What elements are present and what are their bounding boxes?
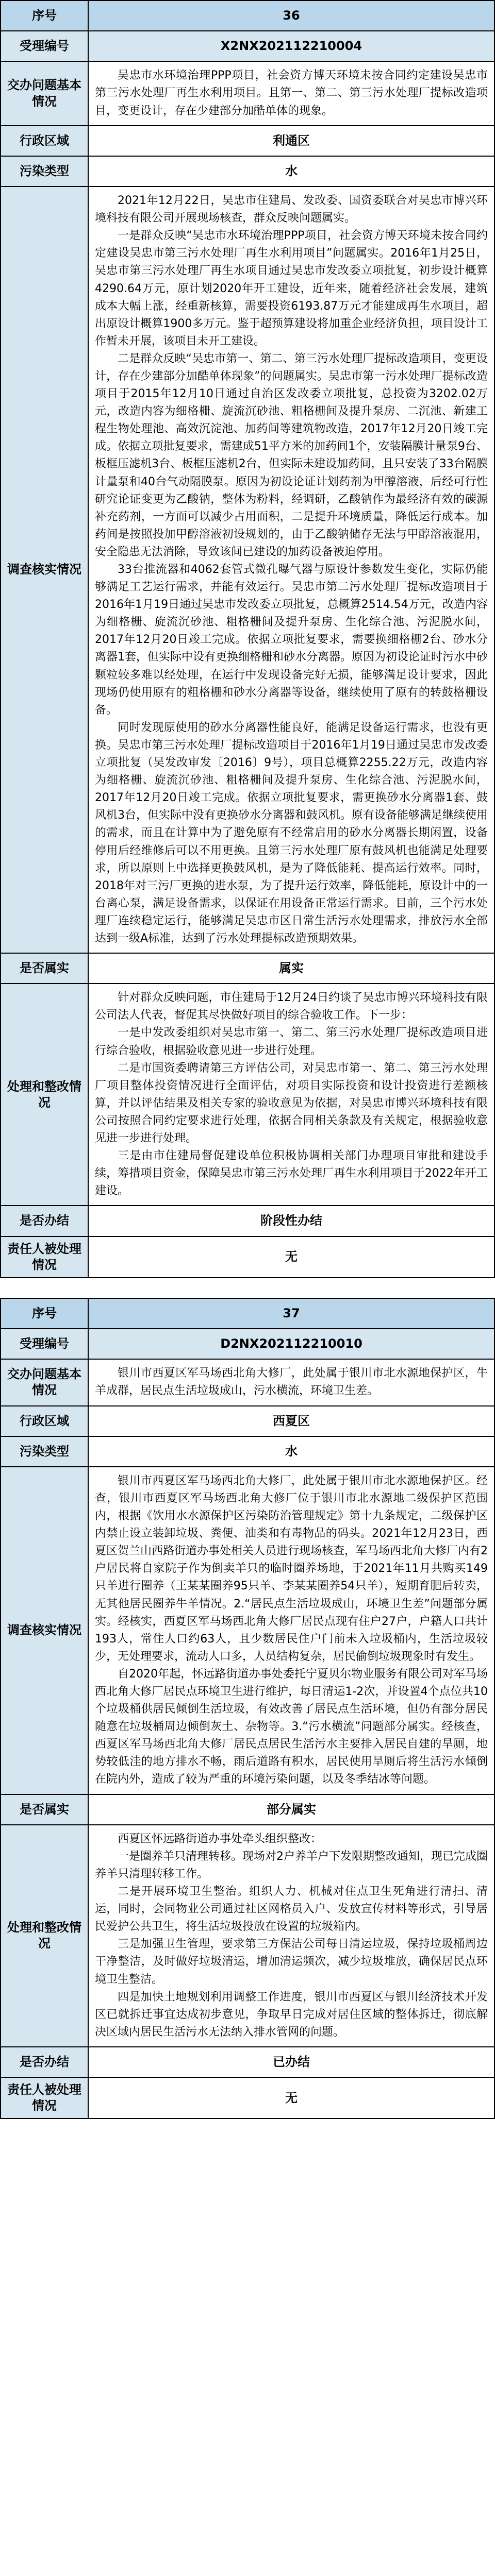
handling-paragraph: 二是市国资委聘请第三方评估公司，对吴忠市第一、第二、第三污水处理厂项目整体投资情况进行全面评估，对项目实际投资和设计投资进行差额核算，并以评估结果及相关专家的验收意见为依据，对吴忠市博兴环境科技有限公司按照合同约定要求进行处理，依据合同相关条款及有关规定，根据验收意见进一步进行处理。	[95, 1061, 488, 1145]
row-issue	[1, 1359, 494, 1405]
value-substantiated: 属实	[88, 953, 494, 984]
row-closed	[1, 2047, 494, 2077]
investigation-paragraph: 一是群众反映“吴忠市水环境治理PPP项目，社会资方博天环境未按合同约定建设吴忠市第三污水处理厂再生水利用项目”问题属实。2016年1月25日，吴忠市第三污水处理厂再生水项目通过吴忠市发改委立项批复，初步设计概算4290.64万元，原计划2020年开工建设，近年来，随着经济社会发展，建筑成本大幅上涨，经重新核算，需要投资6193.87万元才能建成再生水项目，超出原设计概算1900多万元。鉴于超预算建设将加重企业经济负担，项目设计工作暂未开展，该项目未开工建设。	[95, 229, 488, 348]
label-pollution-type: 污染类型	[1, 156, 88, 187]
label-issue: 交办问题基本情况	[1, 61, 88, 125]
label-accountability: 责任人被处理情况	[1, 2077, 88, 2119]
value-closed: 阶段性办结	[88, 1206, 494, 1236]
label-seq: 序号	[1, 1, 88, 31]
value-acceptance-no: D2NX202112210010	[88, 1329, 494, 1359]
row-handling	[1, 984, 494, 1206]
label-handling: 处理和整改情况	[1, 984, 88, 1206]
row-investigation	[1, 187, 494, 953]
label-pollution-type: 污染类型	[1, 1436, 88, 1467]
row-seq	[1, 1, 494, 31]
label-acceptance-no: 受理编号	[1, 1329, 88, 1359]
label-acceptance-no: 受理编号	[1, 31, 88, 61]
handling-paragraph: 四是加快土地规划利用调整工作进度，银川市西夏区与银川经济技术开发区已就拆迁事宜达成初步意见，争取早日完成对居住区域的整体拆迁，彻底解决区域内居民生活污水无法纳入排水管网的问题。	[95, 1990, 488, 2039]
row-accountability	[1, 2077, 494, 2119]
label-region: 行政区域	[1, 1406, 88, 1436]
value-issue	[88, 61, 494, 125]
value-investigation	[88, 187, 494, 953]
handling-paragraph: 一是中发改委组织对吴忠市第一、第二、第三污水处理厂提标改造项目进行综合验收，根据验收意见进一步进行处理。	[95, 1026, 488, 1057]
investigation-paragraph: 自2020年起，怀远路街道办事处委托宁夏贝尔物业服务有限公司对军马场西北角大修厂居民点环境卫生进行维护，每日清运1-2次，并设置4个点位共10个垃圾桶供居民倾倒生活垃圾，有效改善了居民点生活环境，但仍有部分居民随意在垃圾桶周边倾倒灰土、杂物等。3.“污水横流”问题部分属实。经核查，西夏区军马场西北角大修厂居民点居民生活污水主要排入居民自建的旱厕，地势较低洼的地方排水不畅，雨后道路有积水，居民使用旱厕后将生活污水倾倒在院内外，造成了较为严重的环境污染问题，以及冬季结冰等问题。	[95, 1667, 488, 1786]
investigation-paragraph: 二是群众反映“吴忠市第一、第二、第三污水处理厂提标改造项目，变更设计，存在少建部分加酷单体现象”的问题属实。吴忠市第一污水处理厂提标改造项目于2015年12月10日通过自治区发改委立项批复，总投资为3202.02万元，改造内容为细格栅、旋流沉砂池、粗格栅间及提升泵房、二沉池、新建工程生物处理池、高效沉淀池、加药间等建筑物改造，2017年12月20日竣工完成。依据立项批复要求，需建成51平方米的加药间1个，安装隔膜计量泵9台、板框压滤机3台、板框压滤机2台，但实际未建设加药间，且只安装了33台隔膜计量泵和40台气动隔膜泵。原因为初设论证计划药剂为甲醇溶液，后经可行性研究论证变更为乙酸钠，整体为粉料，经调研，乙酸钠作为最经济有效的碳源补充药剂，一方面可以减少占用面积，二是提升环境质量，降低运行成本。加药间是按照投加甲醇溶液初设规划的，由于乙酸钠储存无法与甲醇溶液混用，安全隐患无法消除，导致该间已建设的加药设备被迫停用。	[95, 352, 488, 558]
label-handling: 处理和整改情况	[1, 1825, 88, 2047]
row-pollution-type	[1, 156, 494, 187]
row-handling	[1, 1825, 494, 2047]
label-closed: 是否办结	[1, 1206, 88, 1236]
label-issue: 交办问题基本情况	[1, 1359, 88, 1405]
label-seq: 序号	[1, 1298, 88, 1329]
row-substantiated	[1, 953, 494, 984]
value-seq: 37	[88, 1298, 494, 1329]
value-closed: 已办结	[88, 2047, 494, 2077]
row-substantiated	[1, 1794, 494, 1825]
row-acceptance-no	[1, 31, 494, 61]
row-region	[1, 1406, 494, 1436]
label-investigation: 调查核实情况	[1, 187, 88, 953]
value-issue	[88, 1359, 494, 1405]
row-closed	[1, 1206, 494, 1236]
label-substantiated: 是否属实	[1, 1794, 88, 1825]
investigation-paragraph: 33台推流器和4062套管式微孔曝气器与原设计参数发生变化，实际仍能够满足工艺运行需求，并能有效运行。吴忠市第二污水处理厂提标改造项目于2016年1月19日通过吴忠市发改委立项批复，总概算2514.54万元，改造内容为细格栅、旋流沉砂池、粗格栅间及提升泵房、生化综合池、污泥脱水间，2017年12月20日竣工完成。依据立项批复要求，需要换细格栅2台、砂水分离器1套，但实际中设有更换细格栅和砂水分离器。原因为初设论证时污水中砂颗粒较多难以经处理，在运行中发现设备完好无损，能够满足设计要求，因此现场仍使用原有的粗格栅和砂水分离器等设备，继续使用了原有的转鼓格栅设备。	[95, 563, 488, 717]
value-seq: 36	[88, 1, 494, 31]
handling-paragraph: 一是圈养羊只清理转移。现场对2户养羊户下发限期整改通知，现已完成圈养羊只清理转移工作。	[95, 1850, 488, 1880]
handling-paragraph: 三是加强卫生管理，要求第三方保洁公司每日清运垃圾，保持垃圾桶周边干净整洁，及时做好垃圾清运，增加清运频次，减少垃圾堆放，确保居民点环境卫生整洁。	[95, 1938, 488, 1986]
handling-paragraph: 针对群众反映问题，市住建局于12月24日约谈了吴忠市博兴环境科技有限公司法人代表，督促其尽快做好项目的综合验收工作。下一步：	[95, 991, 488, 1022]
value-pollution-type: 水	[88, 156, 494, 187]
case-table-36	[0, 0, 495, 1278]
investigation-paragraph: 银川市西夏区军马场西北角大修厂，此处属于银川市北水源地保护区。经查，银川市西夏区军马场西北角大修厂位于银川市北水源地二级保护区范围内，根据《饮用水水源保护区污染防治管理规定》第十九条规定，二级保护区内禁止设立装卸垃圾、粪便、油类和有毒物品的码头。2021年12月23日，西夏区贺兰山西路街道办事处相关人员进行现场核查，军马场西北角大修厂内有2户居民将自家院子作为倒卖羊只的临时圈养场地，于2021年11月共购买149只羊进行圈养（王某某圈养95只羊、李某某圈养54只羊），短期育肥后转卖，无其他居民圈养牛羊情况。2.“居民点生活垃圾成山，环境卫生差”问题部分属实。经核实，西夏区军马场西北角大修厂居民点现有住户27户，户籍人口共计193人，常住人口约63人，且少数居民住户门前未入垃圾桶内，生活垃圾较少，无处理要求，流动人口多，人员结构复杂，居民偷倒垃圾现象时有发生。	[95, 1474, 488, 1663]
investigation-paragraph: 2021年12月22日，吴忠市住建局、发改委、国资委联合对吴忠市博兴环境科技有限公司开展现场核查，群众反映问题属实。	[95, 194, 488, 225]
row-seq	[1, 1298, 494, 1329]
value-accountability: 无	[88, 1236, 494, 1278]
value-region: 西夏区	[88, 1406, 494, 1436]
row-acceptance-no	[1, 1329, 494, 1359]
value-investigation	[88, 1467, 494, 1794]
value-accountability: 无	[88, 2077, 494, 2119]
value-acceptance-no: X2NX202112210004	[88, 31, 494, 61]
value-handling	[88, 1825, 494, 2047]
row-issue	[1, 61, 494, 125]
row-region	[1, 126, 494, 156]
handling-paragraph: 三是由市住建局督促建设单位积极协调相关部门办理项目审批和建设手续，筹措项目资金，保障吴忠市第三污水处理厂再生水利用项目于2022年开工建设。	[95, 1149, 488, 1198]
table-gap	[0, 1278, 495, 1298]
case-table-37	[0, 1298, 495, 2120]
handling-paragraph: 二是开展环境卫生整治。组织人力、机械对住点卫生死角进行清扫、清运，同时，会同物业公司通过社区网格员入户、发放宣传材料等形式，引导居民爱护公共卫生，将生活垃圾投放在设置的垃圾箱内。	[95, 1885, 488, 1934]
value-region: 利通区	[88, 126, 494, 156]
value-substantiated: 部分属实	[88, 1794, 494, 1825]
label-substantiated: 是否属实	[1, 953, 88, 984]
label-accountability: 责任人被处理情况	[1, 1236, 88, 1278]
label-closed: 是否办结	[1, 2047, 88, 2077]
row-accountability	[1, 1236, 494, 1278]
value-pollution-type: 水	[88, 1436, 494, 1467]
value-handling	[88, 984, 494, 1206]
label-region: 行政区域	[1, 126, 88, 156]
label-investigation: 调查核实情况	[1, 1467, 88, 1794]
issue-text: 吴忠市水环境治理PPP项目，社会资方博天环境未按合同约定建设吴忠市第三污水处理厂再生水利用项目。且第一、第二、第三污水处理厂提标改造项目，变更设计，存在少建部分加酷单体的现象。	[95, 69, 488, 117]
investigation-paragraph: 同时发现原使用的砂水分离器性能良好，能满足设备运行需求，也没有更换。吴忠市第三污水处理厂提标改造项目于2016年1月19日通过吴忠市发改委立项批复（吴发改审发〔2016〕9号），项目总概算2255.22万元，改造内容为细格栅、旋流沉砂池、粗格栅间及提升泵房、生化综合池、污泥脱水间，2017年12月20日竣工完成。依据立项批复要求，需更换砂水分离器1套、鼓风机3台，但实际中没有更换砂水分离器和鼓风机。原有设备能够满足继续使用的需求，而且在计算中为了避免原有不经常启用的砂水分离器长期闲置，设备停用后经维修后可以不用更换。且第三污水处理厂原有鼓风机也能满足处理要求，所以原则上中选择更换鼓风机，是为了降低能耗、提高运行效率。同时，2018年对三污厂更换的进水泵，为了提升运行效率，降低能耗，原设计中的一台离心泵，满足设备需求，以保证在用设备正常运行需求。目前，三个污水处理厂连续稳定运行，能够满足吴忠市区日常生活污水处理需求，排放污水全部达到一级A标准，达到了污水处理提标改造预期效果。	[95, 721, 488, 945]
issue-text: 银川市西夏区军马场西北角大修厂，此处属于银川市北水源地保护区，牛羊成群，居民点生活垃圾成山，污水横流，环境卫生差。	[95, 1367, 488, 1398]
row-investigation	[1, 1467, 494, 1794]
handling-paragraph: 西夏区怀远路街道办事处牵头组织整改：	[118, 1832, 322, 1845]
row-pollution-type	[1, 1436, 494, 1467]
